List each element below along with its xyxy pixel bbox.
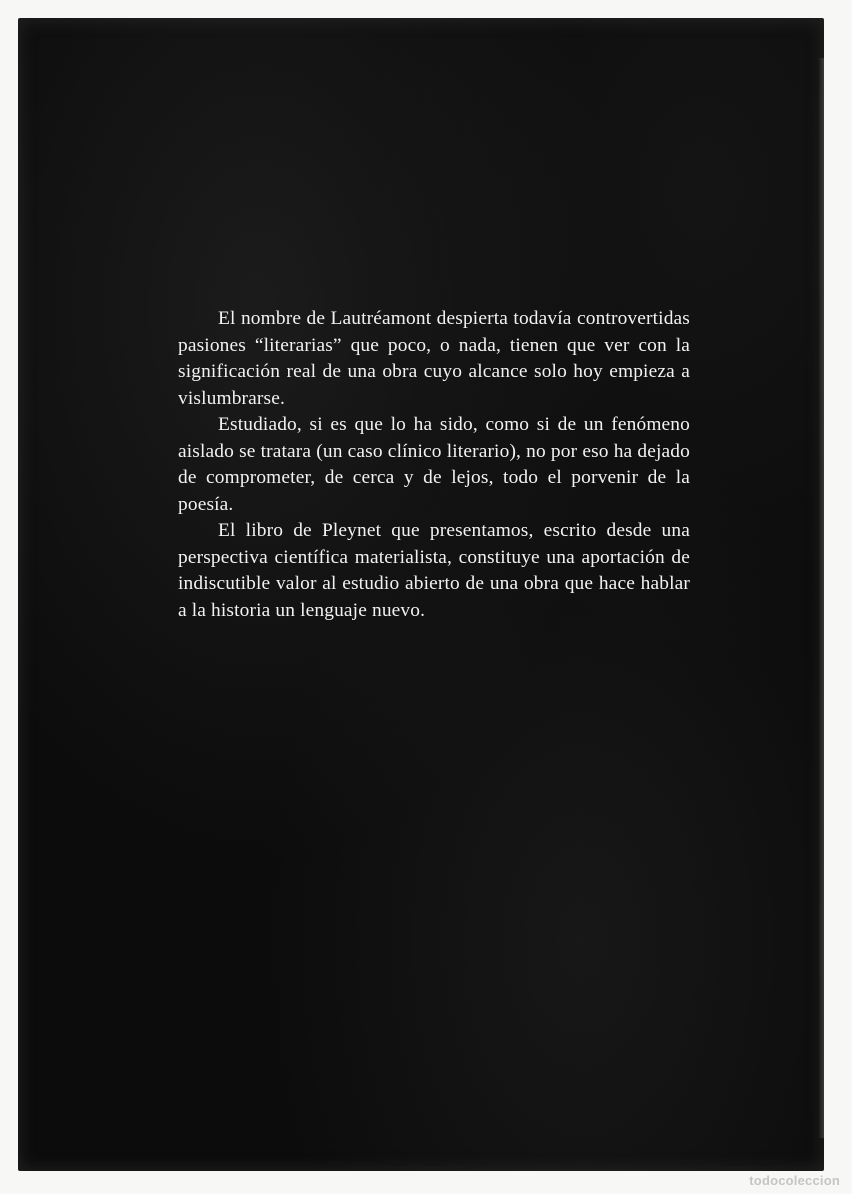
blurb-paragraph-1: El nombre de Lautréamont despierta todavía controvertidas pasiones “literarias” que poco, o nada, tienen que ver con la significación real de una obra cuyo alcance solo hoy empieza a vislumbrarse.	[178, 308, 690, 409]
blurb-paragraph-2: Estudiado, si es que lo ha sido, como si de un fenómeno aislado se tratara (un caso clínico literario), no por eso ha dejado de comprometer, de cerca y de lejos, todo el porvenir de la poesía.	[178, 414, 690, 515]
cover-edge-wear	[818, 58, 824, 1138]
blurb-text	[178, 306, 690, 624]
book-back-cover	[18, 18, 824, 1171]
watermark: todocoleccion	[749, 1173, 840, 1188]
blurb-paragraph-3: El libro de Pleynet que presentamos, escrito desde una perspectiva científica materialista, constituye una aportación de indiscutible valor al estudio abierto de una obra que hace hablar a la historia un lenguaje nuevo.	[178, 520, 690, 621]
